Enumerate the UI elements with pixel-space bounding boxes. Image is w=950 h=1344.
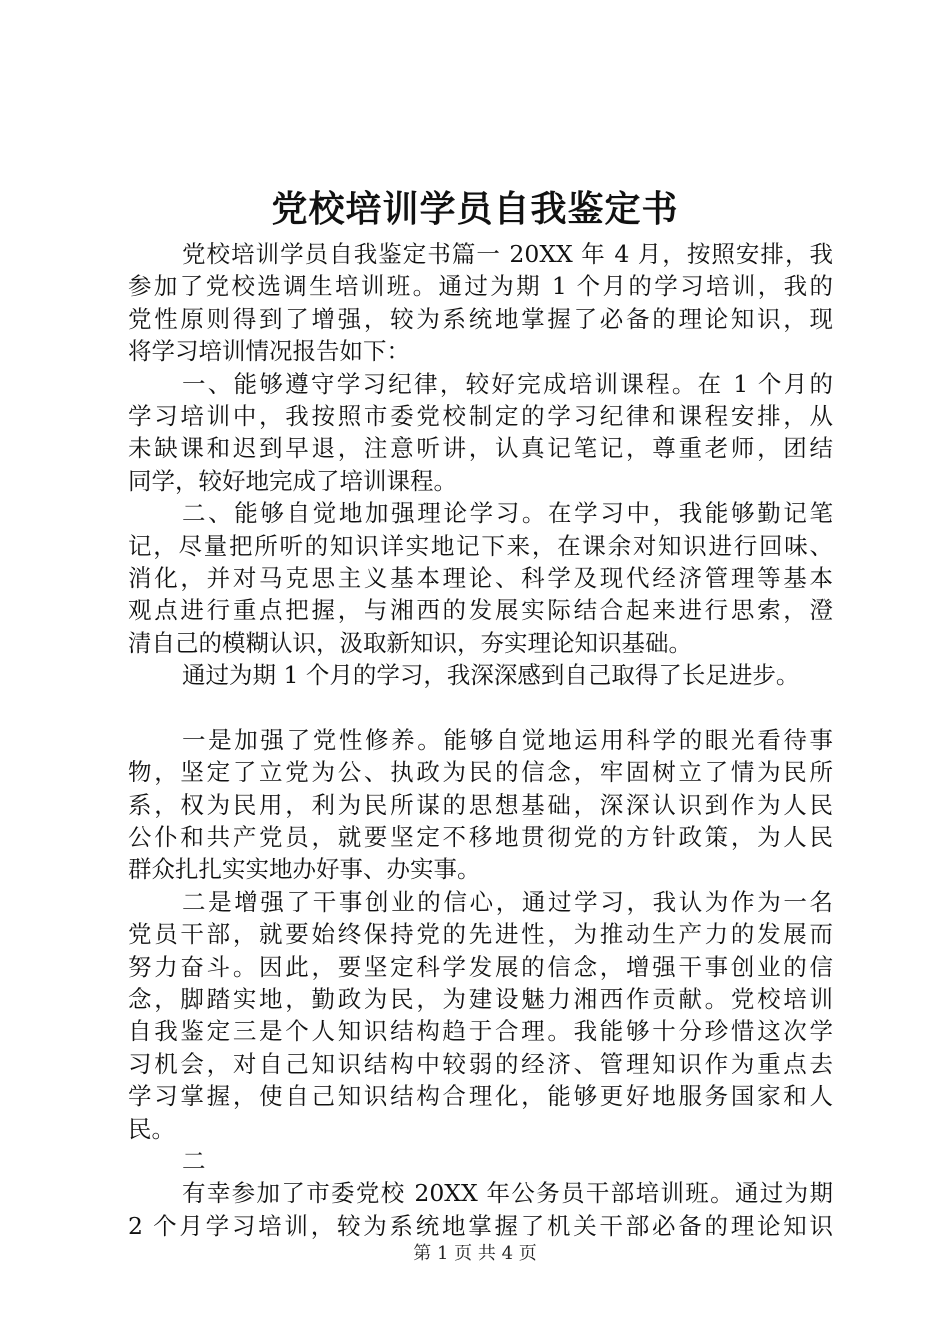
body-line: 参加了党校选调生培训班。通过为期 1 个月的学习培训，我的 bbox=[128, 272, 833, 301]
body-line: 通过为期 1 个月的学习，我深深感到自己取得了长足进步。 bbox=[182, 661, 800, 690]
body-line: 念，脚踏实地，勤政为民，为建设魅力湘西作贡献。党校培训 bbox=[128, 984, 833, 1013]
body-line: 群众扎扎实实地办好事、办实事。 bbox=[128, 855, 481, 884]
body-line: 将学习培训情况报告如下： bbox=[128, 337, 410, 366]
document-body bbox=[128, 238, 833, 1242]
body-line: 二、能够自觉地加强理论学习。在学习中，我能够勤记笔 bbox=[182, 499, 833, 528]
body-line: 系，权为民用，利为民所谋的思想基础，深深认识到作为人民 bbox=[128, 790, 833, 819]
body-line: 习机会，对自己知识结构中较弱的经济、管理知识作为重点去 bbox=[128, 1049, 833, 1078]
body-line: 一、能够遵守学习纪律，较好完成培训课程。在 1 个月的 bbox=[182, 369, 833, 398]
body-line: 民。 bbox=[128, 1114, 175, 1143]
body-line: 有幸参加了市委党校 20XX 年公务员干部培训班。通过为期 bbox=[182, 1179, 833, 1208]
body-line: 2 个月学习培训，较为系统地掌握了机关干部必备的理论知识 bbox=[128, 1211, 833, 1240]
body-line: 公仆和共产党员，就要坚定不移地贯彻党的方针政策，为人民 bbox=[128, 823, 833, 852]
body-line: 同学，较好地完成了培训课程。 bbox=[128, 466, 457, 495]
body-line: 二是增强了干事创业的信心，通过学习，我认为作为一名 bbox=[182, 887, 833, 916]
body-line: 党员干部，就要始终保持党的先进性，为推动生产力的发展而 bbox=[128, 920, 833, 949]
body-line: 学习掌握，使自己知识结构合理化，能够更好地服务国家和人 bbox=[128, 1082, 833, 1111]
blank-line bbox=[128, 691, 833, 723]
body-line: 一是加强了党性修养。能够自觉地运用科学的眼光看待事 bbox=[182, 725, 833, 754]
body-line: 学习培训中，我按照市委党校制定的学习纪律和课程安排，从 bbox=[128, 401, 833, 430]
body-line: 记，尽量把所听的知识详实地记下来，在课余对知识进行回味、 bbox=[128, 531, 833, 560]
body-line: 自我鉴定三是个人知识结构趋于合理。我能够十分珍惜这次学 bbox=[128, 1017, 833, 1046]
body-line: 物，坚定了立党为公、执政为民的信念，牢固树立了情为民所 bbox=[128, 758, 833, 787]
body-line: 清自己的模糊认识，汲取新知识，夯实理论知识基础。 bbox=[128, 628, 692, 657]
body-line: 观点进行重点把握，与湘西的发展实际结合起来进行思索，澄 bbox=[128, 596, 833, 625]
body-line: 努力奋斗。因此，要坚定科学发展的信念，增强干事创业的信 bbox=[128, 952, 833, 981]
body-line: 消化，并对马克思主义基本理论、科学及现代经济管理等基本 bbox=[128, 563, 833, 592]
document-title: 党校培训学员自我鉴定书 bbox=[271, 188, 679, 230]
body-line: 未缺课和迟到早退，注意听讲，认真记笔记，尊重老师，团结 bbox=[128, 434, 833, 463]
page-footer: 第 1 页 共 4 页 bbox=[413, 1243, 537, 1264]
body-line: 党性原则得到了增强，较为系统地掌握了必备的理论知识，现 bbox=[128, 304, 833, 333]
body-line: 党校培训学员自我鉴定书篇一 20XX 年 4 月，按照安排，我 bbox=[182, 240, 833, 268]
section-heading: 二 bbox=[182, 1146, 206, 1175]
